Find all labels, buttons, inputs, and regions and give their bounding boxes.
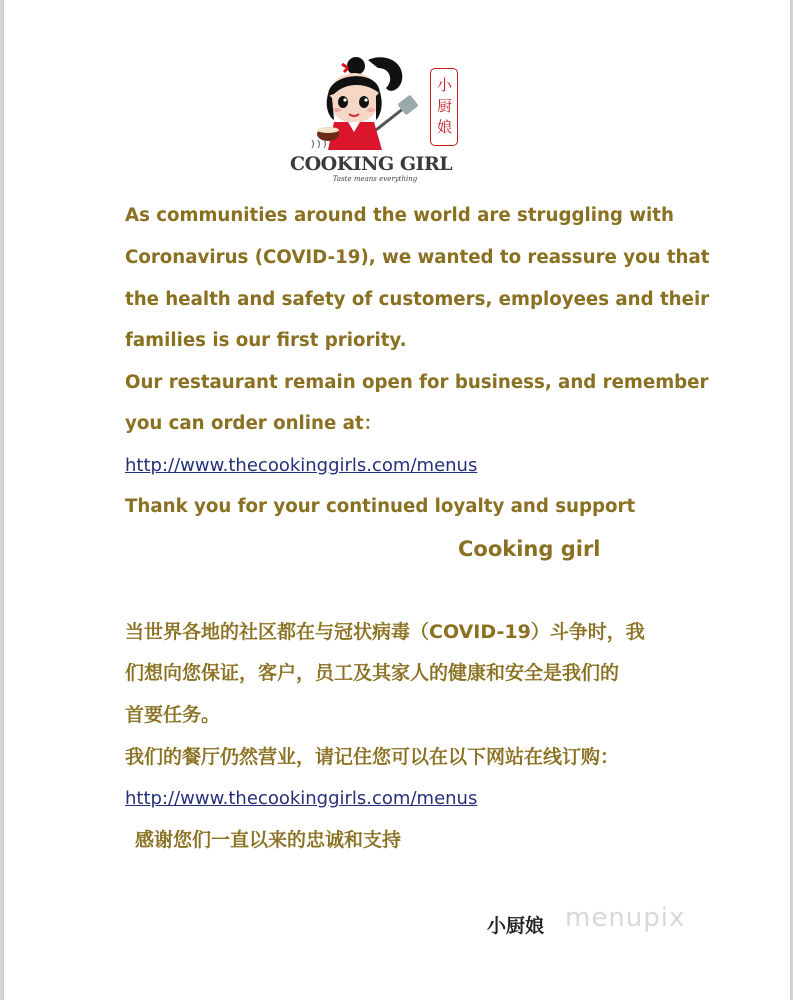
english-line-1: As communities around the world are struggling with	[125, 205, 674, 226]
logo-tagline: Taste means everything	[332, 175, 418, 183]
english-thanks: Thank you for your continued loyalty and support	[125, 496, 636, 517]
english-line-4: families is our first priority.	[125, 330, 407, 351]
chinese-menu-link[interactable]: http://www.thecookinggirls.com/menus	[125, 788, 478, 809]
logo-seal-text: 小厨娘	[437, 76, 453, 136]
english-line-6: you can order online at：	[125, 413, 382, 434]
cooking-girl-logo	[290, 50, 460, 190]
english-line-5: Our restaurant remain open for business, and remember	[125, 372, 709, 393]
english-signature: Cooking girl	[458, 537, 601, 561]
notice-page	[3, 0, 791, 1000]
menupix-watermark: menupix	[565, 903, 686, 933]
chinese-line-2: 们想向您保证，客户，员工及其家人的健康和安全是我们的	[125, 662, 620, 684]
chinese-thanks: 感谢您们一直以来的忠诚和支持	[135, 829, 402, 851]
logo-seal	[430, 68, 458, 146]
english-line-3: the health and safety of customers, employees and their	[125, 289, 710, 310]
chinese-line-1: 当世界各地的社区都在与冠状病毒（COVID-19）斗争时，我	[125, 621, 645, 643]
english-line-2: Coronavirus (COVID-19), we wanted to reassure you that	[125, 247, 710, 268]
chinese-line-4: 我们的餐厅仍然营业，请记住您可以在以下网站在线订购：	[125, 746, 620, 768]
chinese-signature: 小厨娘	[487, 915, 545, 937]
chinese-line-3: 首要任务。	[125, 704, 221, 726]
chef-girl-mascot-icon	[290, 50, 430, 155]
logo-title: COOKING GIRL	[290, 153, 453, 175]
english-menu-link[interactable]: http://www.thecookinggirls.com/menus	[125, 455, 478, 476]
